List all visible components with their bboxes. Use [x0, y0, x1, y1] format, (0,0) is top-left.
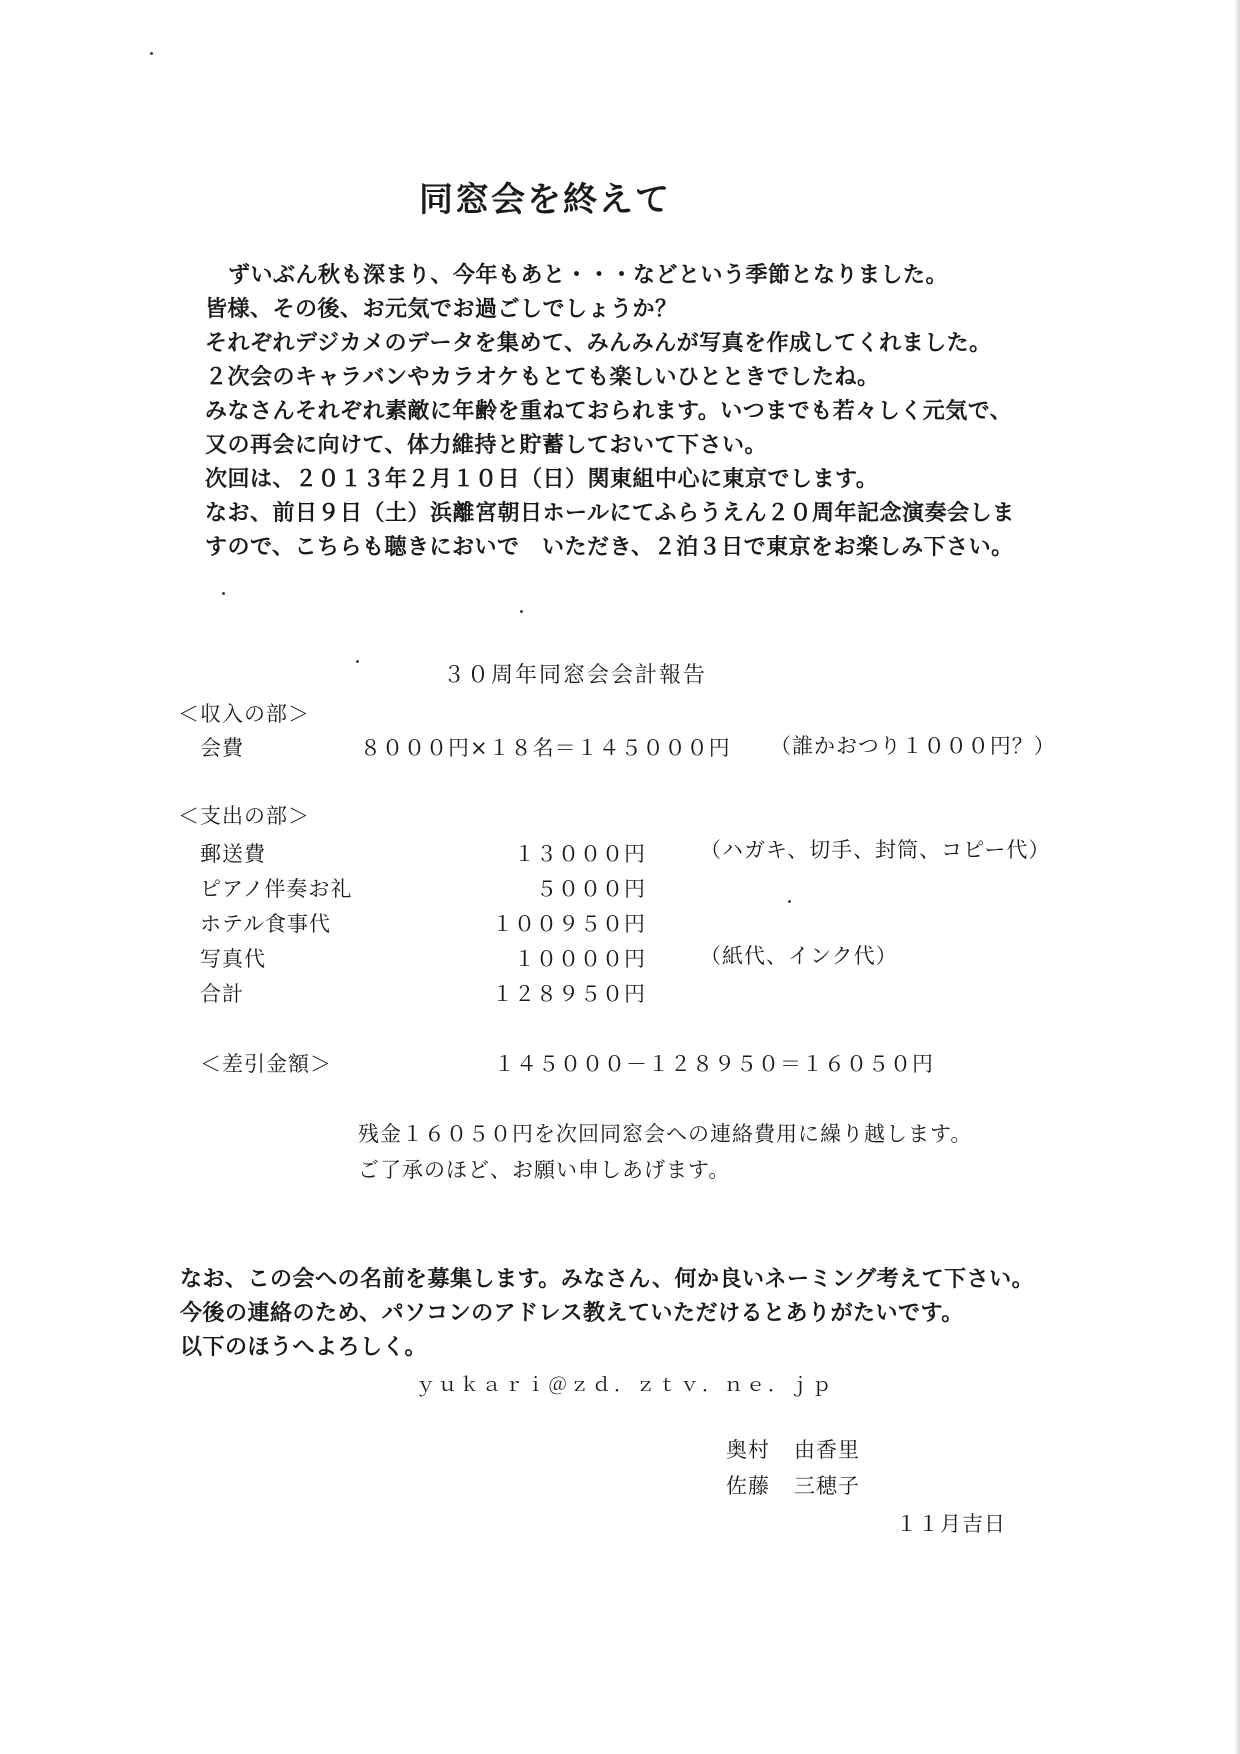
expense-label: 写真代 — [200, 947, 266, 971]
income-formula: ８０００円×１８名＝１４５０００円 — [360, 736, 731, 760]
report-title: ３０周年同窓会会計報告 — [442, 663, 707, 688]
intro-line: なお、前日９日（土）浜離宮朝日ホールにてふらうえん２０周年記念演奏会しま — [205, 501, 1015, 526]
income-label: 会費 — [200, 736, 244, 760]
intro-line: 又の再会に向けて、体力維持と貯蓄しておいて下さい。 — [205, 433, 768, 458]
expense-note: （紙代、インク代） — [700, 944, 898, 968]
intro-line: すので、こちらも聴きにおいで いただき、２泊３日で東京をお楽しみ下さい。 — [205, 535, 1014, 560]
document-date: １１月吉日 — [896, 1512, 1006, 1536]
balance-heading: ＜差引金額＞ — [200, 1052, 332, 1076]
signature-family-name: 奥村 — [726, 1438, 770, 1462]
signature-given-name: 由香里 — [794, 1438, 860, 1462]
intro-line: それぞれデジカメのデータを集めて、みんみんが写真を作成してくれました。 — [205, 331, 992, 356]
intro-line: 皆様、その後、お元気でお過ごしでしょうか？ — [205, 297, 678, 322]
closing-line: 残金１６０５０円を次回同窓会への連絡費用に繰り越します。 — [358, 1122, 973, 1146]
page-edge — [1234, 0, 1240, 1754]
income-heading: ＜収入の部＞ — [178, 702, 310, 726]
footer-line: 以下のほうへよろしく。 — [180, 1335, 428, 1360]
expense-amount: １３０００円 — [514, 842, 646, 866]
expense-label: ピアノ伴奏お礼 — [200, 877, 353, 901]
expense-label: ホテル食事代 — [200, 912, 331, 936]
scan-speck — [150, 52, 153, 55]
scan-speck — [520, 610, 523, 613]
scan-speck — [788, 900, 791, 903]
income-note: （誰かおつり１０００円？） — [770, 734, 1056, 758]
signature-family-name: 佐藤 — [726, 1474, 770, 1498]
intro-line: 次回は、２０１３年２月１０日（日）関東組中心に東京でします。 — [205, 467, 879, 492]
document-title: 同窓会を終えて — [419, 180, 671, 220]
expense-total-label: 合計 — [200, 982, 244, 1006]
intro-line: みなさんそれぞれ素敵に年齢を重ねておられます。いつまでも若々しく元気で、 — [205, 399, 1013, 424]
scan-speck — [222, 592, 225, 595]
signature-given-name: 三穂子 — [794, 1474, 860, 1498]
expense-total-amount: １２８９５０円 — [492, 982, 646, 1006]
expense-heading: ＜支出の部＞ — [178, 804, 310, 828]
expense-amount: １００００円 — [514, 947, 646, 971]
intro-line: ２次会のキャラバンやカラオケもとても楽しいひとときでしたね。 — [205, 365, 880, 390]
expense-label: 郵送費 — [200, 842, 266, 866]
closing-line: ご了承のほど、お願い申しあげます。 — [358, 1158, 731, 1182]
footer-line: なお、この会への名前を募集します。みなさん、何か良いネーミング考えて下さい。 — [180, 1267, 1035, 1292]
footer-line: 今後の連絡のため、パソコンのアドレス教えていただけるとありがたいです。 — [180, 1301, 964, 1326]
intro-line: ずいぶん秋も深まり、今年もあと・・・などという季節となりました。 — [228, 263, 949, 288]
balance-formula: １４５０００－１２８９５０＝１６０５０円 — [494, 1052, 934, 1076]
expense-note: （ハガキ、切手、封筒、コピー代） — [700, 838, 1051, 862]
expense-amount: ５０００円 — [536, 877, 646, 901]
scan-speck — [356, 660, 359, 663]
expense-amount: １００９５０円 — [492, 912, 646, 936]
contact-email: ｙｕｋａｒｉ＠ｚｄ．ｚｔｖ．ｎｅ．ｊｐ — [416, 1374, 835, 1396]
